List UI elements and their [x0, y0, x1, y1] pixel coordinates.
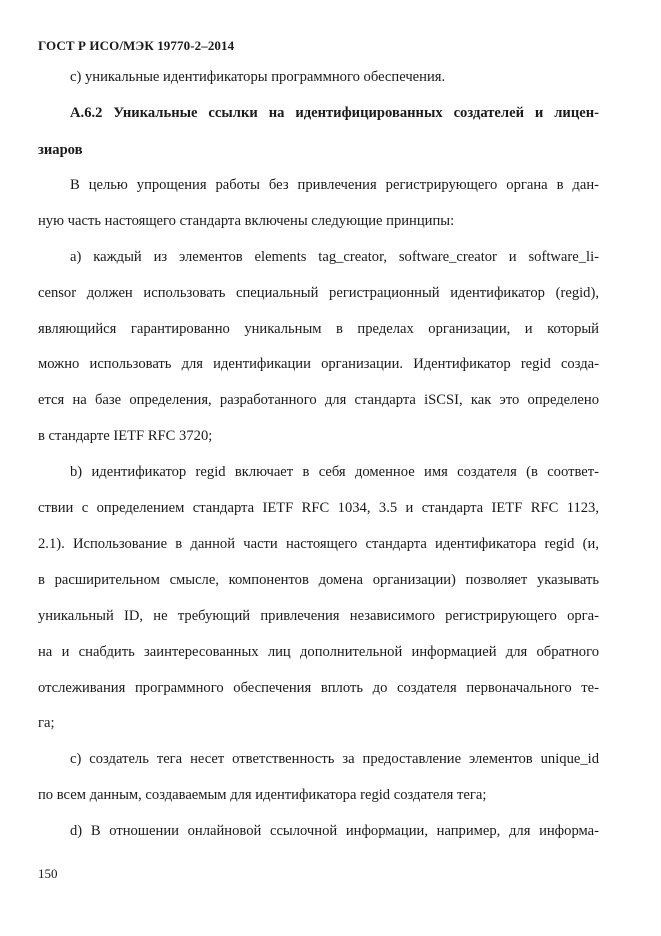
list-item-c-line: c) создатель тега несет ответственность за предоставление элементов unique_id	[70, 751, 599, 767]
document-header: ГОСТ Р ИСО/МЭК 19770-2–2014	[38, 38, 235, 53]
list-item-a-line: в стандарте IETF RFC 3720;	[38, 428, 213, 444]
page-number: 150	[38, 866, 58, 881]
list-item-c-unique-ids: c) уникальные идентификаторы программного обеспечения.	[70, 69, 446, 85]
paragraph-line: ную часть настоящего стандарта включены следующие принципы:	[38, 213, 455, 229]
section-heading-a-6-2: А.6.2 Уникальные ссылки на идентифицированных создателей и лицен-	[70, 105, 599, 121]
list-item-a-line: a) каждый из элементов elements tag_creator, software_creator и software_li-	[70, 249, 599, 265]
list-item-b-line: 2.1). Использование в данной части настоящего стандарта идентификатора regid (и,	[38, 536, 599, 552]
list-item-b-line: уникальный ID, не требующий привлечения независимого регистрирующего орга-	[38, 608, 599, 624]
list-item-a-line: ется на базе определения, разработанного для стандарта iSCSI, как это определено	[38, 392, 599, 408]
list-item-b-line: b) идентификатор regid включает в себя доменное имя создателя (в соответ-	[70, 464, 599, 480]
list-item-b-line: на и снабдить заинтересованных лиц дополнительной информацией для обратного	[38, 644, 599, 660]
section-heading-a-6-2-continued: зиаров	[38, 142, 83, 158]
paragraph-line: В целью упрощения работы без привлечения регистрирующего органа в дан-	[70, 177, 599, 193]
list-item-a-line: можно использовать для идентификации организации. Идентификатор regid созда-	[38, 356, 599, 372]
list-item-b-line: га;	[38, 715, 55, 731]
list-item-a-line: censor должен использовать специальный регистрационный идентификатор (regid),	[38, 285, 599, 301]
list-item-b-line: ствии с определением стандарта IETF RFC 1034, 3.5 и стандарта IETF RFC 1123,	[38, 500, 599, 516]
list-item-d-line: d) В отношении онлайновой ссылочной информации, например, для информа-	[70, 823, 599, 839]
list-item-c-line: по всем данным, создаваемым для идентификатора regid создателя тега;	[38, 787, 487, 803]
list-item-b-line: в расширительном смысле, компонентов домена организации) позволяет указывать	[38, 572, 599, 588]
list-item-a-line: являющийся гарантированно уникальным в пределах организации, и который	[38, 321, 599, 337]
list-item-b-line: отслеживания программного обеспечения вплоть до создателя первоначального те-	[38, 680, 599, 696]
